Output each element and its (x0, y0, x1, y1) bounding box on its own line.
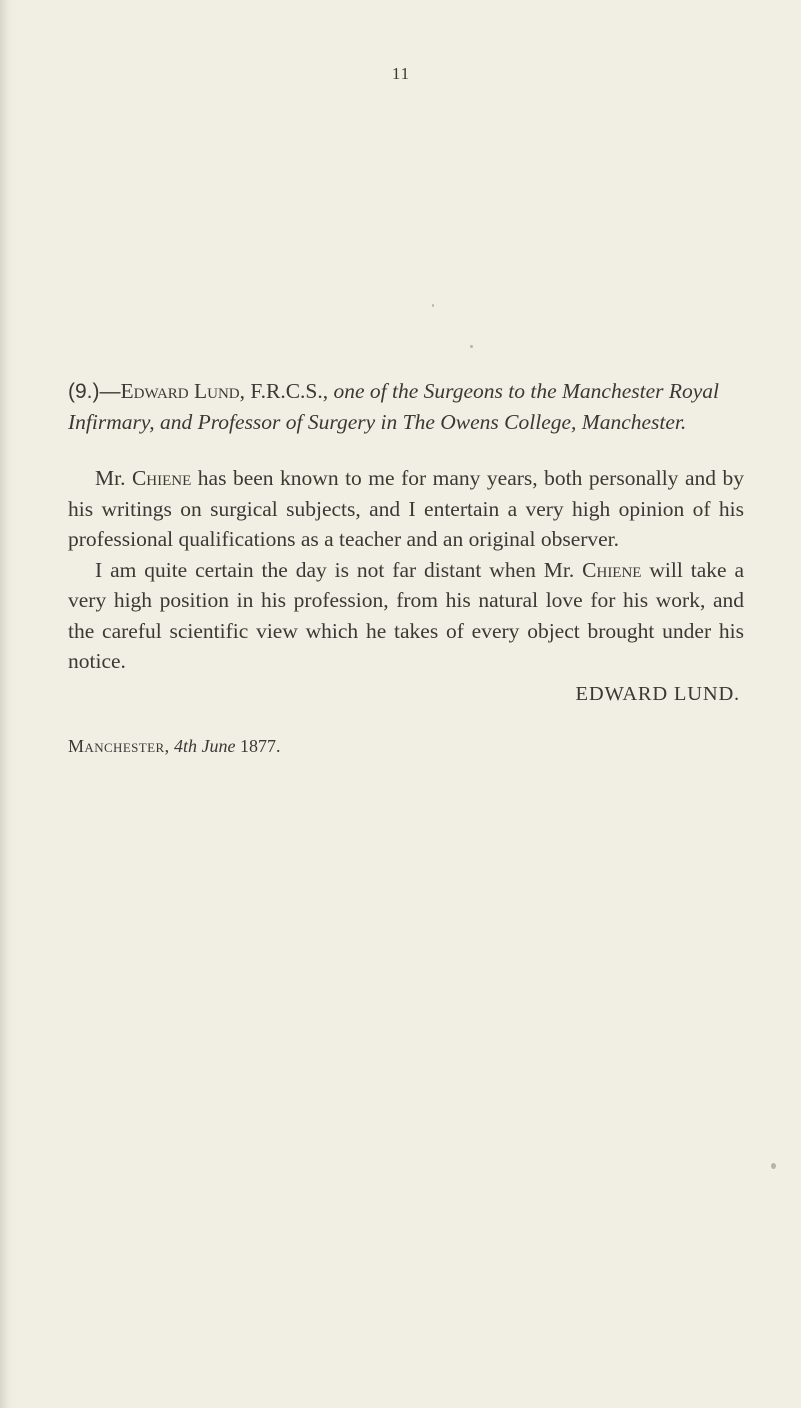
testimonial-body (68, 463, 744, 709)
paragraph-2-text: will take a very high position in his profession, from his natural love for his work, and the careful scientific view which he takes of every object brought under his notice. (68, 557, 744, 673)
paper-speck (470, 345, 473, 348)
paragraph-1-prefix: Mr. (95, 466, 132, 490)
signature: EDWARD LUND. (575, 682, 740, 705)
author-credentials: , F.R.C.S., (239, 379, 334, 403)
paper-speck (432, 304, 434, 307)
entry-heading (68, 376, 744, 437)
author-description: one of the Surgeons to the Manchester Royal Infirmary, and Professor of Surgery in The Owens College, Manchester. (68, 379, 720, 434)
paragraph-1-text: has been known to me for many years, both personally and by his writings on surgical subjects, and I entertain a very high opinion of his professional qualifications as a teacher and an original observer. (68, 466, 744, 551)
dateline (68, 731, 744, 761)
dateline-year: 1877. (239, 735, 281, 756)
page-edge-shadow (0, 0, 14, 1408)
dateline-place: Manchester, (68, 735, 170, 756)
entry-number: (9.)— (68, 380, 121, 403)
paragraph-2-prefix: I am quite certain the day is not far distant when Mr. (95, 557, 583, 582)
page-number: 11 (391, 64, 411, 83)
candidate-name-2: Chiene (582, 557, 642, 582)
paragraph-1 (68, 463, 744, 555)
paragraph-2 (68, 555, 744, 677)
testimonial-entry (68, 376, 744, 761)
dateline-date: 4th June (173, 735, 236, 756)
candidate-name: Chiene (131, 466, 192, 490)
author-name: Edward Lund (120, 379, 240, 403)
paper-speck (771, 1163, 776, 1169)
